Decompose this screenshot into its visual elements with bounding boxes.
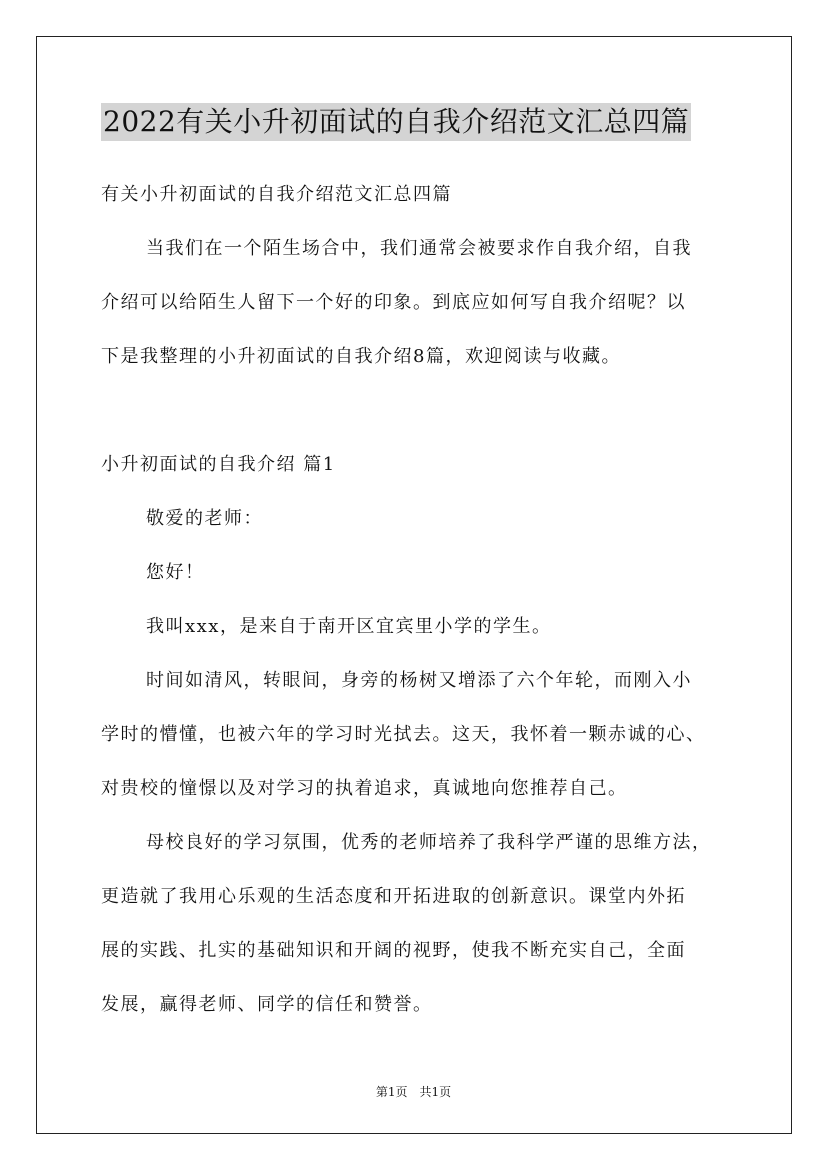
intro-line-3: 下是我整理的小升初面试的自我介绍8篇，欢迎阅读与收藏。 <box>101 346 621 367</box>
body-line-3: 学时的懵懂，也被六年的学习时光拭去。这天，我怀着一颗赤诚的心、 <box>101 724 706 745</box>
body-line-6: 更造就了我用心乐观的生活态度和开拓进取的创新意识。课堂内外拓 <box>101 886 686 907</box>
body-line-7: 展的实践、扎实的基础知识和开阔的视野，使我不断充实自己，全面 <box>101 940 686 961</box>
greeting: 敬爱的老师： <box>146 508 263 529</box>
salutation: 您好！ <box>146 562 205 583</box>
document-subtitle: 有关小升初面试的自我介绍范文汇总四篇 <box>101 184 452 205</box>
body-line-2: 时间如清风，转眼间，身旁的杨树又增添了六个年轮，而刚入小 <box>146 670 692 691</box>
body-line-5: 母校良好的学习氛围，优秀的老师培养了我科学严谨的思维方法， <box>146 832 712 853</box>
section-heading: 小升初面试的自我介绍 篇1 <box>101 454 336 475</box>
intro-line-1: 当我们在一个陌生场合中，我们通常会被要求作自我介绍，自我 <box>146 238 692 259</box>
intro-line-2: 介绍可以给陌生人留下一个好的印象。到底应如何写自我介绍呢？以 <box>101 292 686 313</box>
document-title: 2022有关小升初面试的自我介绍范文汇总四篇 <box>101 103 691 141</box>
body-line-1: 我叫xxx，是来自于南开区宜宾里小学的学生。 <box>146 616 552 637</box>
body-line-8: 发展，赢得老师、同学的信任和赞誉。 <box>101 994 433 1015</box>
page-number-footer: 第1页 共1页 <box>375 1085 452 1099</box>
body-line-4: 对贵校的憧憬以及对学习的执着追求，真诚地向您推荐自己。 <box>101 778 628 799</box>
